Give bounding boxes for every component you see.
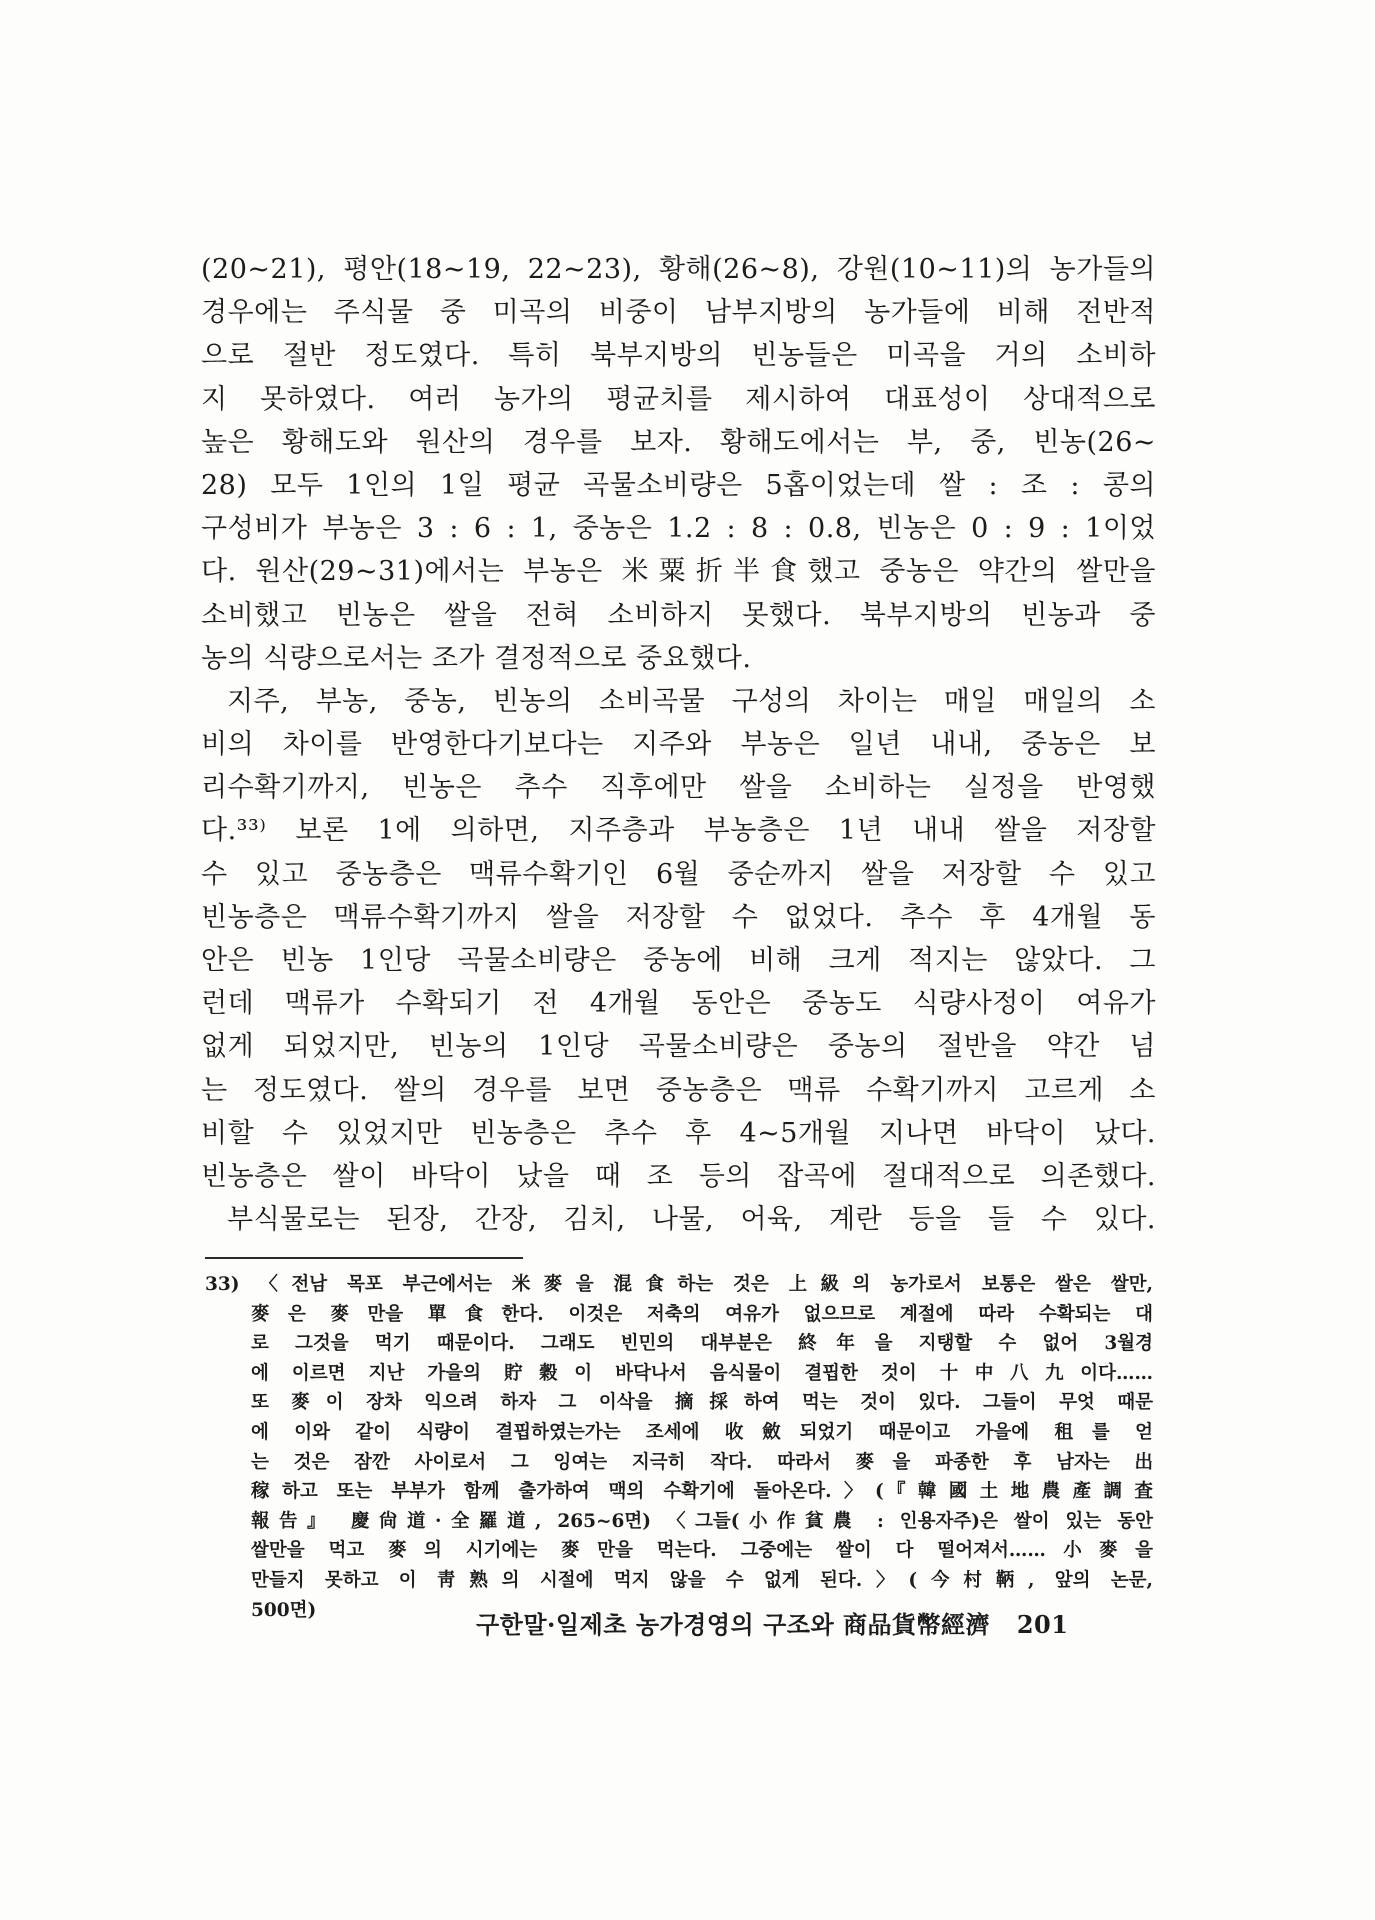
footnote-line: 에 이와 같이 식량이 결핍하였는가는 조세에 收斂되었기 때문이고 가을에 租를 얻 bbox=[251, 1421, 1153, 1443]
body-line: 다. 원산(29~31)에서는 부농은 米粟折半食했고 중농은 약간의 쌀만을 bbox=[201, 556, 1156, 588]
body-line: 28) 모두 1인의 1일 평균 곡물소비량은 5홉이었는데 쌀 : 조 : 콩의 bbox=[201, 469, 1156, 501]
footnote-line: 에 이르면 지난 가을의 貯穀이 바닥나서 음식물이 결핍한 것이 十中八九이다…… bbox=[251, 1362, 1153, 1384]
footnote-line: 만들지 못하고 이 靑熟의 시절에 먹지 않을 수 없게 된다.〉(今村鞆, 앞의 논문, bbox=[251, 1569, 1153, 1591]
footnote-line: 쌀만을 먹고 麥의 시기에는 麥만을 먹는다. 그중에는 쌀이 다 떨어져서……小麥을 bbox=[251, 1540, 1153, 1562]
footnote-line: 麥은 麥만을 單食한다. 이것은 저축의 여유가 없으므로 계절에 따라 수확되는 대 bbox=[251, 1303, 1153, 1325]
body-line: 으로 절반 정도였다. 특히 북부지방의 빈농들은 미곡을 거의 소비하 bbox=[201, 340, 1156, 372]
footnote-line: 는 것은 잠깐 사이로서 그 잉여는 지극히 작다. 따라서 麥을 파종한 후 남자는 出 bbox=[251, 1451, 1153, 1473]
body-line: 소비했고 빈농은 쌀을 전혀 소비하지 못했다. 북부지방의 빈농과 중 bbox=[201, 599, 1156, 631]
body-line: 높은 황해도와 원산의 경우를 보자. 황해도에서는 부, 중, 빈농(26~ bbox=[201, 426, 1156, 458]
footnote bbox=[205, 1270, 1153, 1625]
body-line: (20~21), 평안(18~19, 22~23), 황해(26~8), 강원(10~11)의 농가들의 bbox=[201, 254, 1156, 285]
body-line: 비의 차이를 반영한다기보다는 지주와 부농은 일년 내내, 중농은 보 bbox=[201, 729, 1156, 761]
body-text bbox=[201, 248, 1156, 1241]
body-line: 안은 빈농 1인당 곡물소비량은 중농에 비해 크게 적지는 않았다. 그 bbox=[201, 945, 1156, 976]
footnote-line: 또 麥이 장차 익으려 하자 그 이삭을 摘採하여 먹는 것이 있다. 그들이 무엇 때문 bbox=[251, 1392, 1153, 1414]
body-line: 다.³³⁾ 보론 1에 의하면, 지주층과 부농층은 1년 내내 쌀을 저장할 bbox=[201, 815, 1156, 847]
footnote-line: 稼하고 또는 부부가 함께 출가하여 맥의 수확기에 돌아온다.〉(『韓國土地農產調査 bbox=[251, 1481, 1153, 1503]
body-line: 런데 맥류가 수확되기 전 4개월 동안은 중농도 식량사정이 여유가 bbox=[201, 988, 1156, 1020]
body-line: 리수확기까지, 빈농은 추수 직후에만 쌀을 소비하는 실정을 반영했 bbox=[201, 772, 1156, 804]
paragraph-first-line: 지주, 부농, 중농, 빈농의 소비곡물 구성의 차이는 매일 매일의 소 bbox=[227, 685, 1156, 717]
footnote-line: 報告』 慶尙道·全羅道, 265~6면) 〈그들(小作貧農 : 인용자주)은 쌀이 있는 동안 bbox=[251, 1510, 1153, 1532]
body-line: 지 못하였다. 여러 농가의 평균치를 제시하여 대표성이 상대적으로 bbox=[201, 383, 1156, 415]
page-number: 201 bbox=[1016, 1610, 1069, 1639]
running-footer-title: 구한말·일제초 농가경영의 구조와 商品貨幣經濟 bbox=[476, 1610, 990, 1639]
paragraph-first-line: 부식물로는 된장, 간장, 김치, 나물, 어육, 계란 등을 들 수 있다. bbox=[227, 1204, 1156, 1236]
footnote-line: 로 그것을 먹기 때문이다. 그래도 빈민의 대부분은 終年을 지탱할 수 없어 3월경 bbox=[251, 1333, 1153, 1355]
running-footer bbox=[476, 1605, 1156, 1640]
footnote-line: 500면) bbox=[251, 1599, 317, 1621]
body-line: 빈농층은 맥류수확기까지 쌀을 저장할 수 없었다. 추수 후 4개월 동 bbox=[201, 901, 1156, 933]
body-line: 농의 식량으로서는 조가 결정적으로 중요했다. bbox=[201, 642, 752, 674]
body-line: 없게 되었지만, 빈농의 1인당 곡물소비량은 중농의 절반을 약간 넘 bbox=[201, 1031, 1156, 1063]
footnote-line: 33) 〈전남 목포 부근에서는 米麥을 混食하는 것은 上級의 농가로서 보통은 쌀은 쌀만, bbox=[205, 1274, 1153, 1295]
body-line: 수 있고 중농층은 맥류수확기인 6월 중순까지 쌀을 저장할 수 있고 bbox=[201, 858, 1156, 890]
body-line: 구성비가 부농은 3 : 6 : 1, 중농은 1.2 : 8 : 0.8, 빈농은 0 : 9 : 1이었 bbox=[201, 513, 1156, 545]
footnote-divider bbox=[205, 1257, 523, 1259]
body-line: 경우에는 주식물 중 미곡의 비중이 남부지방의 농가들에 비해 전반적 bbox=[201, 297, 1156, 329]
body-line: 는 정도였다. 쌀의 경우를 보면 중농층은 맥류 수확기까지 고르게 소 bbox=[201, 1074, 1156, 1106]
body-line: 비할 수 있었지만 빈농층은 추수 후 4~5개월 지나면 바닥이 났다. bbox=[201, 1117, 1156, 1149]
body-line: 빈농층은 쌀이 바닥이 났을 때 조 등의 잡곡에 절대적으로 의존했다. bbox=[201, 1160, 1156, 1192]
